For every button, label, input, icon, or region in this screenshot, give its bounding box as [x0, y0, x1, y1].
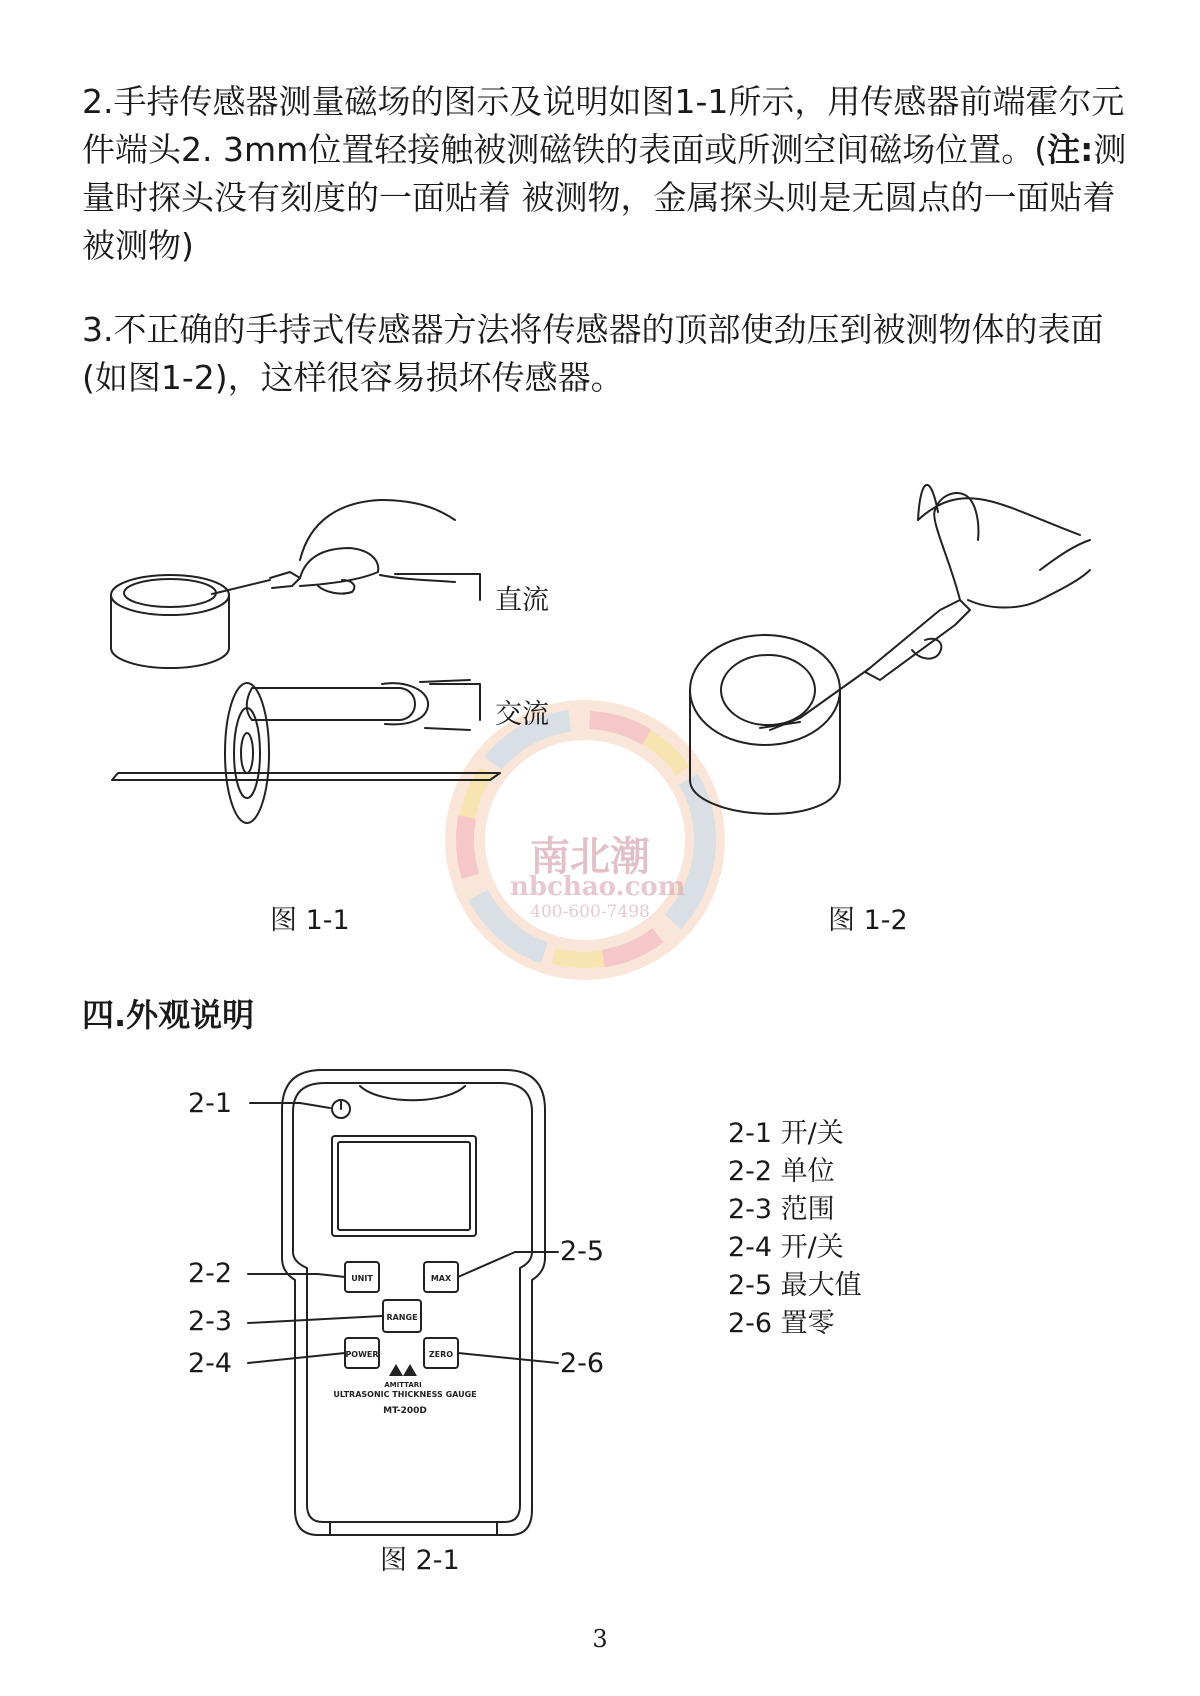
device-product-name: ULTRASONIC THICKNESS GAUGE — [333, 1390, 477, 1399]
svg-text:RANGE: RANGE — [386, 1313, 418, 1322]
figure-2-1-caption: 图 2-1 — [380, 1545, 460, 1576]
watermark-phone: 400-600-7498 — [530, 902, 650, 922]
range-button — [383, 1300, 421, 1332]
svg-text:ZERO: ZERO — [428, 1350, 454, 1359]
amittari-logo-icon — [389, 1364, 417, 1376]
paragraph-incorrect-usage: 3.不正确的手持式传感器方法将传感器的顶部使劲压到被测物体的表面(如图1-2)，这样很容易损坏传感器。 — [82, 310, 1104, 397]
label-ac: 交流 — [495, 699, 549, 730]
paragraph-2-text-a: 2.手持传感器测量磁场的图示及说明如图1-1所示，用传感器前端霍尔元件端头2. 3mm位置轻接触被测磁铁的表面或所测空间磁场位置。( — [82, 82, 1125, 169]
watermark-site: nbchao.com — [510, 872, 686, 902]
legend-item: 2-3 范围 — [728, 1194, 835, 1225]
device-model: MT-200D — [383, 1406, 427, 1416]
figure-1-1-caption: 图 1-1 — [270, 905, 350, 936]
legend-item: 2-2 单位 — [728, 1156, 835, 1187]
paragraph-2-text-b: 测量时探头没有刻度的一面贴着 被测物，金属探头则是无圆点的一面贴着被测物) — [82, 130, 1127, 265]
watermark-brand: 南北潮 — [530, 833, 650, 880]
callout-2-4: 2-4 — [188, 1348, 233, 1379]
callout-legend — [728, 1115, 862, 1343]
unit-button — [345, 1262, 379, 1292]
legend-item: 2-5 最大值 — [728, 1270, 862, 1301]
power-button — [345, 1338, 379, 1368]
label-dc: 直流 — [495, 585, 549, 616]
svg-text:MAX: MAX — [430, 1274, 452, 1283]
legend-item: 2-6 置零 — [728, 1308, 835, 1339]
note-label: 注: — [1047, 130, 1094, 169]
callout-2-5: 2-5 — [560, 1236, 605, 1267]
figure-1-2-caption: 图 1-2 — [828, 905, 908, 936]
zero-button — [424, 1338, 458, 1368]
callout-2-3: 2-3 — [188, 1306, 233, 1337]
svg-text:POWER: POWER — [345, 1350, 379, 1359]
legend-item: 2-4 开/关 — [728, 1232, 844, 1263]
svg-text:UNIT: UNIT — [351, 1274, 373, 1283]
page-number: 3 — [592, 1625, 608, 1653]
callout-2-2: 2-2 — [188, 1258, 233, 1289]
section-title: 四.外观说明 — [82, 996, 255, 1034]
callout-2-1: 2-1 — [188, 1088, 233, 1119]
device-brand: AMITTARI — [384, 1381, 422, 1389]
legend-item: 2-1 开/关 — [728, 1118, 844, 1149]
callout-2-6: 2-6 — [560, 1348, 605, 1379]
max-button — [424, 1262, 458, 1292]
